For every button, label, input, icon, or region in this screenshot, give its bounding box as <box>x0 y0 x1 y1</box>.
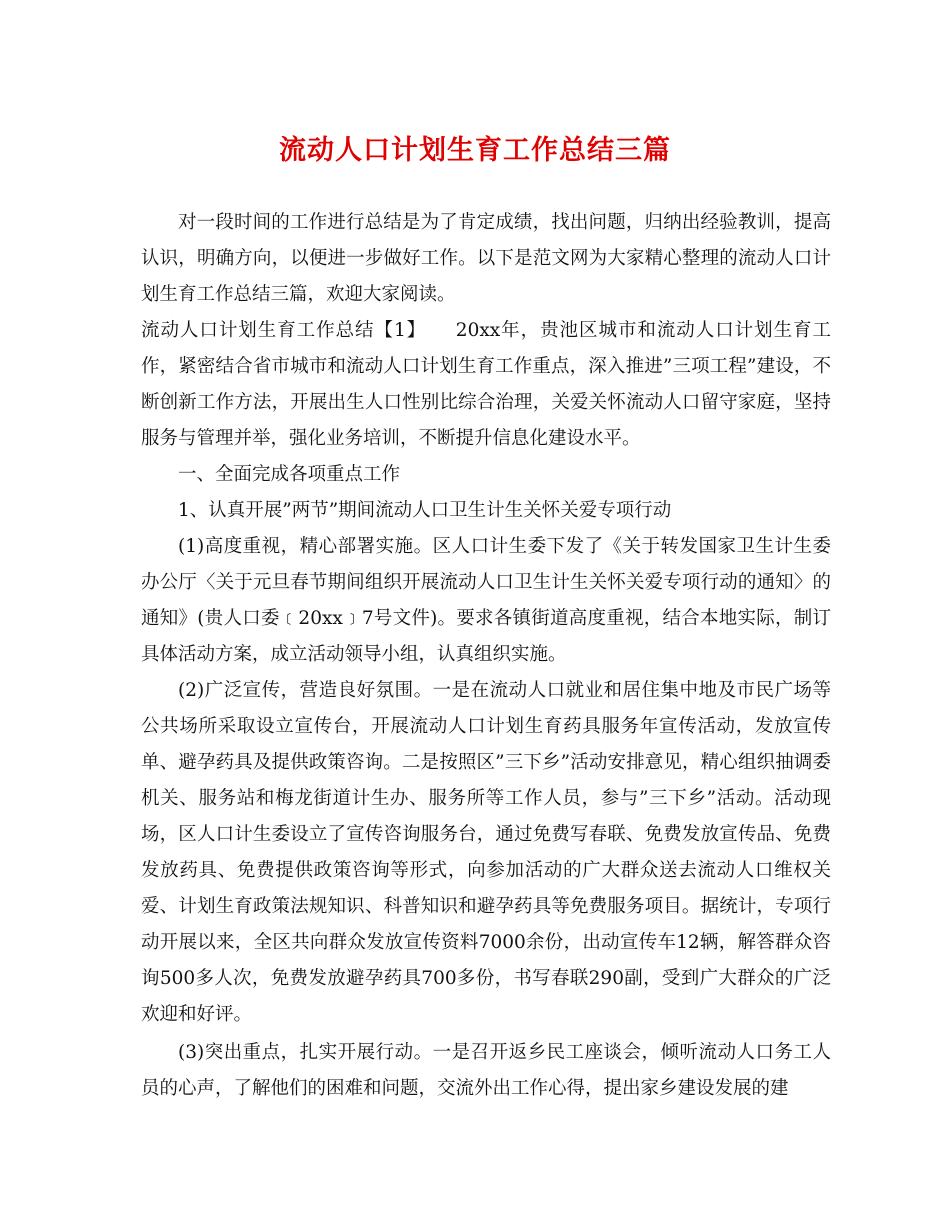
subheading-1: 一、全面完成各项重点工作 <box>178 464 401 485</box>
subheading-1-1: 1、认真开展”两节”期间流动人口卫生计生关怀关爱专项行动 <box>178 500 672 521</box>
intro-paragraph: 对一段时间的工作进行总结是为了肯定成绩，找出问题，归纳出经验教训，提高认识，明确方向，以便进一步做好工作。以下是范文网为大家精心整理的流动人口计划生育工作总结三篇，欢迎大家阅读。 <box>141 212 831 305</box>
item-paragraph-2: (2)广泛宣传，营造良好氛围。一是在流动人口就业和居住集中地及市民广场等公共场所采取设立宣传台，开展流动人口计划生育药具服务年宣传活动，发放宣传单、避孕药具及提供政策咨询。二是按照区”三下乡”活动安排意见，精心组织抽调委机关、服务站和梅龙街道计生办、服务所等工作人员，参与”三下乡”活动。活动现场，区人口计生委设立了宣传咨询服务台，通过免费写春联、免费发放宣传品、免费发放药具、免费提供政策咨询等形式，向参加活动的广大群众送去流动人口维权关爱、计划生育政策法规知识、科普知识和避孕药具等免费服务项目。据统计，专项行动开展以来，全区共向群众发放宣传资料7000余份，出动宣传车12辆，解答群众咨询500多人次，免费发放避孕药具700多份，书写春联290副，受到广大群众的广泛欢迎和好评。 <box>141 680 831 1025</box>
section-heading-paragraph: 流动人口计划生育工作总结【1】 20xx年，贵池区城市和流动人口计划生育工作，紧密结合省市城市和流动人口计划生育工作重点，深入推进”三项工程”建设，不断创新工作方法，开展出生人口性别比综合治理，关爱关怀流动人口留守家庭，坚持服务与管理并举，强化业务培训，不断提升信息化建设水平。 <box>141 320 831 449</box>
document-title: 流动人口计划生育工作总结三篇 <box>279 135 671 166</box>
item-paragraph-3: (3)突出重点，扎实开展行动。一是召开返乡民工座谈会，倾听流动人口务工人员的心声，了解他们的困难和问题，交流外出工作心得，提出家乡建设发展的建 <box>141 1042 831 1099</box>
document-body <box>141 205 831 1107</box>
item-paragraph-1: (1)高度重视，精心部署实施。区人口计生委下发了《关于转发国家卫生计生委办公厅〈关于元旦春节期间组织开展流动人口卫生计生关怀关爱专项行动的通知〉的通知》(贵人口委﹝20xx﹞7号文件)。要求各镇街道高度重视，结合本地实际，制订具体活动方案，成立活动领导小组，认真组织实施。 <box>141 536 831 665</box>
